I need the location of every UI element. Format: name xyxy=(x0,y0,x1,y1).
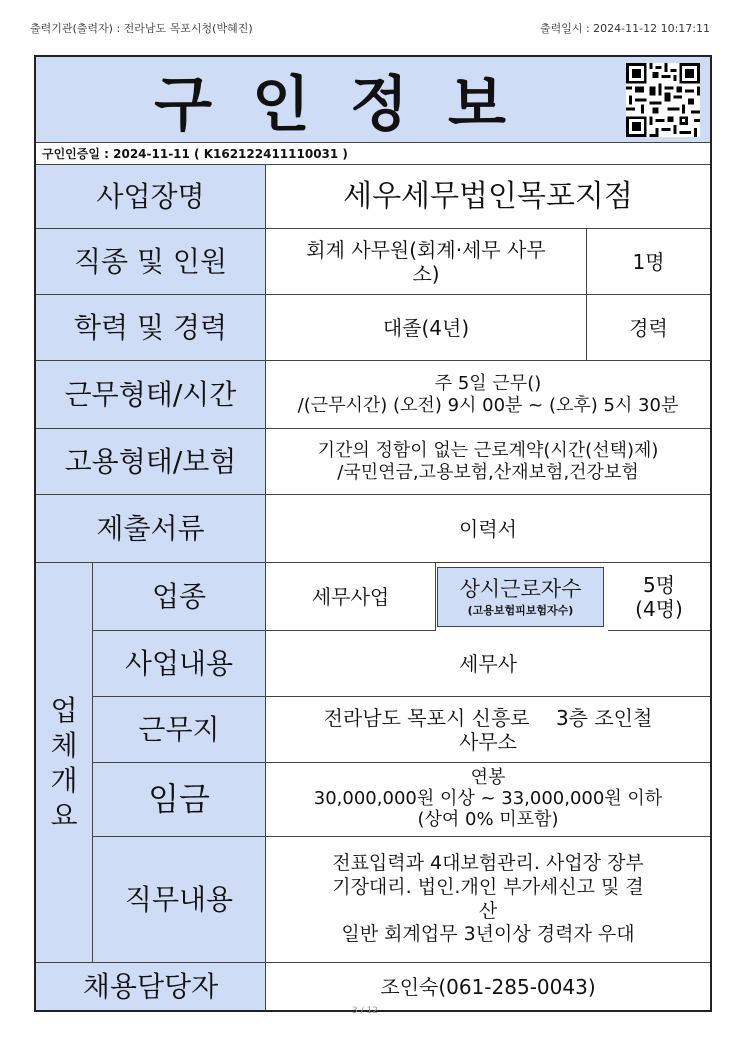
duties-line: 전표입력과 4대보험관리. 사업장 장부 xyxy=(332,852,644,874)
workers-value xyxy=(608,563,710,631)
work-type-line: 주 5일 근무() xyxy=(434,372,542,394)
industry-label: 업종 xyxy=(93,563,266,631)
wage-line: 30,000,000원 이상 ~ 33,000,000원 이하 xyxy=(313,788,663,810)
overview-char: 체 xyxy=(50,728,78,762)
contact-label: 채용담당자 xyxy=(36,963,266,1010)
employment-label: 고용형태/보험 xyxy=(36,429,266,495)
job-value-line: 소) xyxy=(412,261,440,286)
contact-value: 조인숙(061-285-0043) xyxy=(266,963,710,1010)
print-agency: 출력기관(출력자) : 전라남도 목포시청(박혜진) xyxy=(30,22,253,35)
duties-line: 산 xyxy=(478,899,498,922)
business-content-value: 세무사 xyxy=(266,631,710,697)
business-content-label: 사업내용 xyxy=(93,631,266,697)
workers-label-text: 상시근로자수 xyxy=(459,576,582,601)
company-overview-label xyxy=(36,563,93,963)
wage-line: 연봉 xyxy=(470,767,506,789)
location-label: 근무지 xyxy=(93,697,266,763)
headcount-value: 1명 xyxy=(587,229,710,295)
work-type-label: 근무형태/시간 xyxy=(36,361,266,429)
location-line: 전라남도 목포시 신흥로 3층 조인철 xyxy=(323,705,653,730)
page-title: 구인정보 xyxy=(154,70,546,140)
job-value-line: 회계 사무원(회계·세무 사무 xyxy=(306,237,546,262)
qr-code-icon xyxy=(626,63,700,137)
career-value: 경력 xyxy=(587,295,710,361)
page-number: 3 / 12 xyxy=(352,1006,378,1016)
wage-value xyxy=(266,763,710,837)
employment-line: 기간의 정함이 없는 근로계약(시간(선택)제) xyxy=(317,439,659,461)
work-type-line: /(근무시간) (오전) 9시 00분 ~ (오후) 5시 30분 xyxy=(297,394,679,416)
overview-char: 업 xyxy=(50,693,78,727)
location-value xyxy=(266,697,710,763)
work-type-value xyxy=(266,361,710,429)
duties-label: 직무내용 xyxy=(93,837,266,963)
overview-char: 요 xyxy=(50,798,78,832)
industry-value: 세무사업 xyxy=(266,563,436,631)
education-value: 대졸(4년) xyxy=(266,295,587,361)
employment-value xyxy=(266,429,710,495)
workers-value-line: 5명 xyxy=(642,572,676,597)
job-value xyxy=(266,229,587,295)
duties-line: 기장대리. 법인.개인 부가세신고 및 결 xyxy=(332,875,644,898)
business-name-value: 세우세무법인목포지점 xyxy=(266,165,710,229)
business-name-label: 사업장명 xyxy=(36,165,266,229)
education-label: 학력 및 경력 xyxy=(36,295,266,361)
duties-line: 일반 회계업무 3년이상 경력자 우대 xyxy=(341,923,635,946)
duties-value xyxy=(266,837,710,963)
job-label: 직종 및 인원 xyxy=(36,229,266,295)
job-info-sheet xyxy=(34,55,712,1012)
title-banner xyxy=(36,57,710,143)
certification-line: 구인인증일 : 2024-11-11 ( K162122411110031 ) xyxy=(36,143,710,165)
wage-label: 임금 xyxy=(93,763,266,837)
workers-label xyxy=(437,567,604,627)
employment-line: /국민연금,고용보험,산재보험,건강보험 xyxy=(337,461,639,483)
print-datetime: 출력일시 : 2024-11-12 10:17:11 xyxy=(539,22,710,35)
workers-sublabel: (고용보험피보험자수) xyxy=(467,604,574,617)
workers-value-line: (4명) xyxy=(635,596,683,621)
location-line: 사무소 xyxy=(459,729,517,754)
overview-char: 개 xyxy=(50,763,78,797)
documents-value: 이력서 xyxy=(266,495,710,563)
documents-label: 제출서류 xyxy=(36,495,266,563)
wage-line: (상여 0% 미포함) xyxy=(417,808,559,830)
